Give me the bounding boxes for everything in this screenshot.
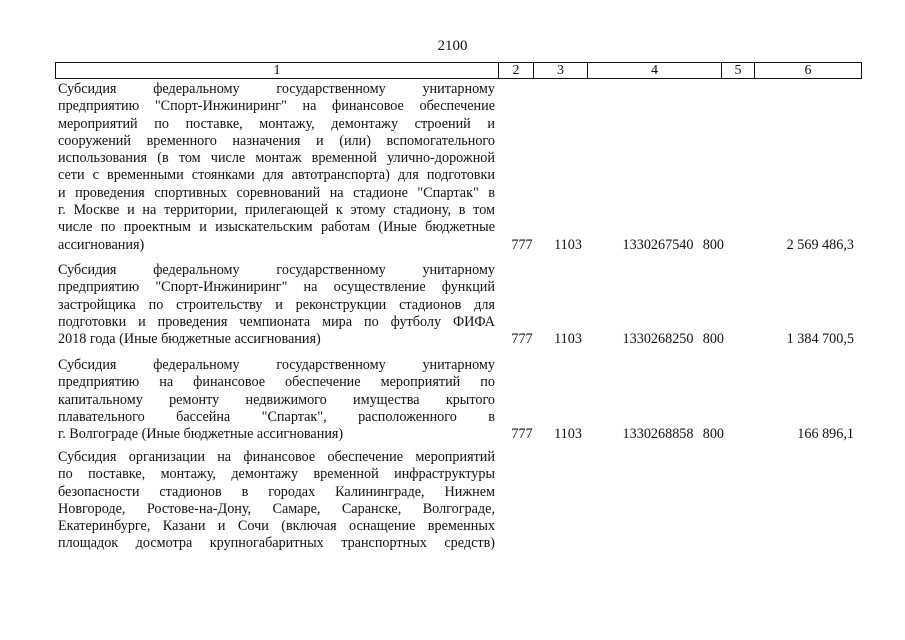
description-line: числе по проектным и изыскательским работам (Иные бюджетные xyxy=(58,219,495,236)
description-line: ассигнования) xyxy=(58,236,145,253)
description-line: сети с временными стоянками для автотранспорта) для подготовки xyxy=(58,167,495,184)
description-line: предприятию на финансовое обеспечение мероприятий по xyxy=(58,374,495,391)
description-line: Субсидия федеральному государственному унитарному xyxy=(58,357,495,373)
value-col-3: 1103 xyxy=(554,426,582,443)
table-row xyxy=(58,449,862,553)
table-row xyxy=(58,81,862,254)
description-line: Новгороде, Ростове-на-Дону, Самаре, Саранске, Волгограде, xyxy=(58,500,495,517)
value-col-3: 1103 xyxy=(554,331,582,348)
column-header-3: 3 xyxy=(534,63,588,78)
description-line: предприятию "Спорт-Инжиниринг" на финансовое обеспечение xyxy=(58,98,495,115)
description-line: использования (в том числе монтаж временной улично-дорожной xyxy=(58,150,495,167)
value-col-5: 800 xyxy=(702,426,724,443)
description-line: предприятию "Спорт-Инжиниринг" на осуществление функций xyxy=(58,279,495,296)
page-number: 2100 xyxy=(437,38,468,54)
description-line: подготовки и проведения чемпионата мира по футболу ФИФА xyxy=(58,313,495,330)
description-line: безопасности стадионов в городах Калининграде, Нижнем xyxy=(58,483,495,500)
value-col-5: 800 xyxy=(702,331,724,348)
table-row xyxy=(58,262,862,348)
value-col-6: 166 896,1 xyxy=(797,426,854,443)
row-description xyxy=(58,449,495,553)
description-line: капитальному ремонту недвижимого имущества крытого xyxy=(58,391,495,408)
value-col-6: 2 569 486,3 xyxy=(786,236,854,253)
description-line: площадок досмотра крупногабаритных транспортных средств) xyxy=(58,535,495,552)
column-header-2: 2 xyxy=(499,63,534,78)
description-line: плавательного бассейна "Спартак", расположенного в xyxy=(58,408,495,425)
description-line: мероприятий по поставке, монтажу, демонтажу строений и xyxy=(58,115,495,132)
description-line: Субсидия организации на финансовое обеспечение мероприятий xyxy=(58,449,495,465)
description-line: сооружений временного назначения и (или) вспомогательного xyxy=(58,132,495,149)
description-line: Субсидия федеральному государственному унитарному xyxy=(58,81,495,97)
row-description xyxy=(58,357,495,443)
value-col-5: 800 xyxy=(702,236,724,253)
value-col-4: 1330268250 xyxy=(622,331,694,348)
row-description xyxy=(58,81,495,254)
table-row xyxy=(58,357,862,443)
column-header-4: 4 xyxy=(588,63,722,78)
column-header-6: 6 xyxy=(804,63,812,78)
value-col-3: 1103 xyxy=(554,236,582,253)
value-col-2: 777 xyxy=(511,426,533,443)
column-header-1: 1 xyxy=(56,63,499,78)
description-line: г. Волгограде (Иные бюджетные ассигнования) xyxy=(58,426,344,443)
value-col-6: 1 384 700,5 xyxy=(786,331,854,348)
description-line: по поставке, монтажу, демонтажу временной инфраструктуры xyxy=(58,466,495,483)
description-line: г. Москве и на территории, прилегающей к этому стадиону, в том xyxy=(58,202,495,219)
value-col-4: 1330267540 xyxy=(622,236,694,253)
description-line: и проведения спортивных соревнований на стадионе "Спартак" в xyxy=(58,184,495,201)
row-description xyxy=(58,262,495,348)
value-col-2: 777 xyxy=(511,236,533,253)
description-line: 2018 года (Иные бюджетные ассигнования) xyxy=(58,331,321,348)
description-line: Субсидия федеральному государственному унитарному xyxy=(58,262,495,278)
description-line: Екатеринбурге, Казани и Сочи (включая оснащение временных xyxy=(58,518,495,535)
value-col-4: 1330268858 xyxy=(622,426,694,443)
description-line: застройщика по строительству и реконструкции стадионов для xyxy=(58,296,495,313)
column-header-row xyxy=(55,62,862,79)
column-header-5: 5 xyxy=(722,63,755,78)
value-col-2: 777 xyxy=(511,331,533,348)
